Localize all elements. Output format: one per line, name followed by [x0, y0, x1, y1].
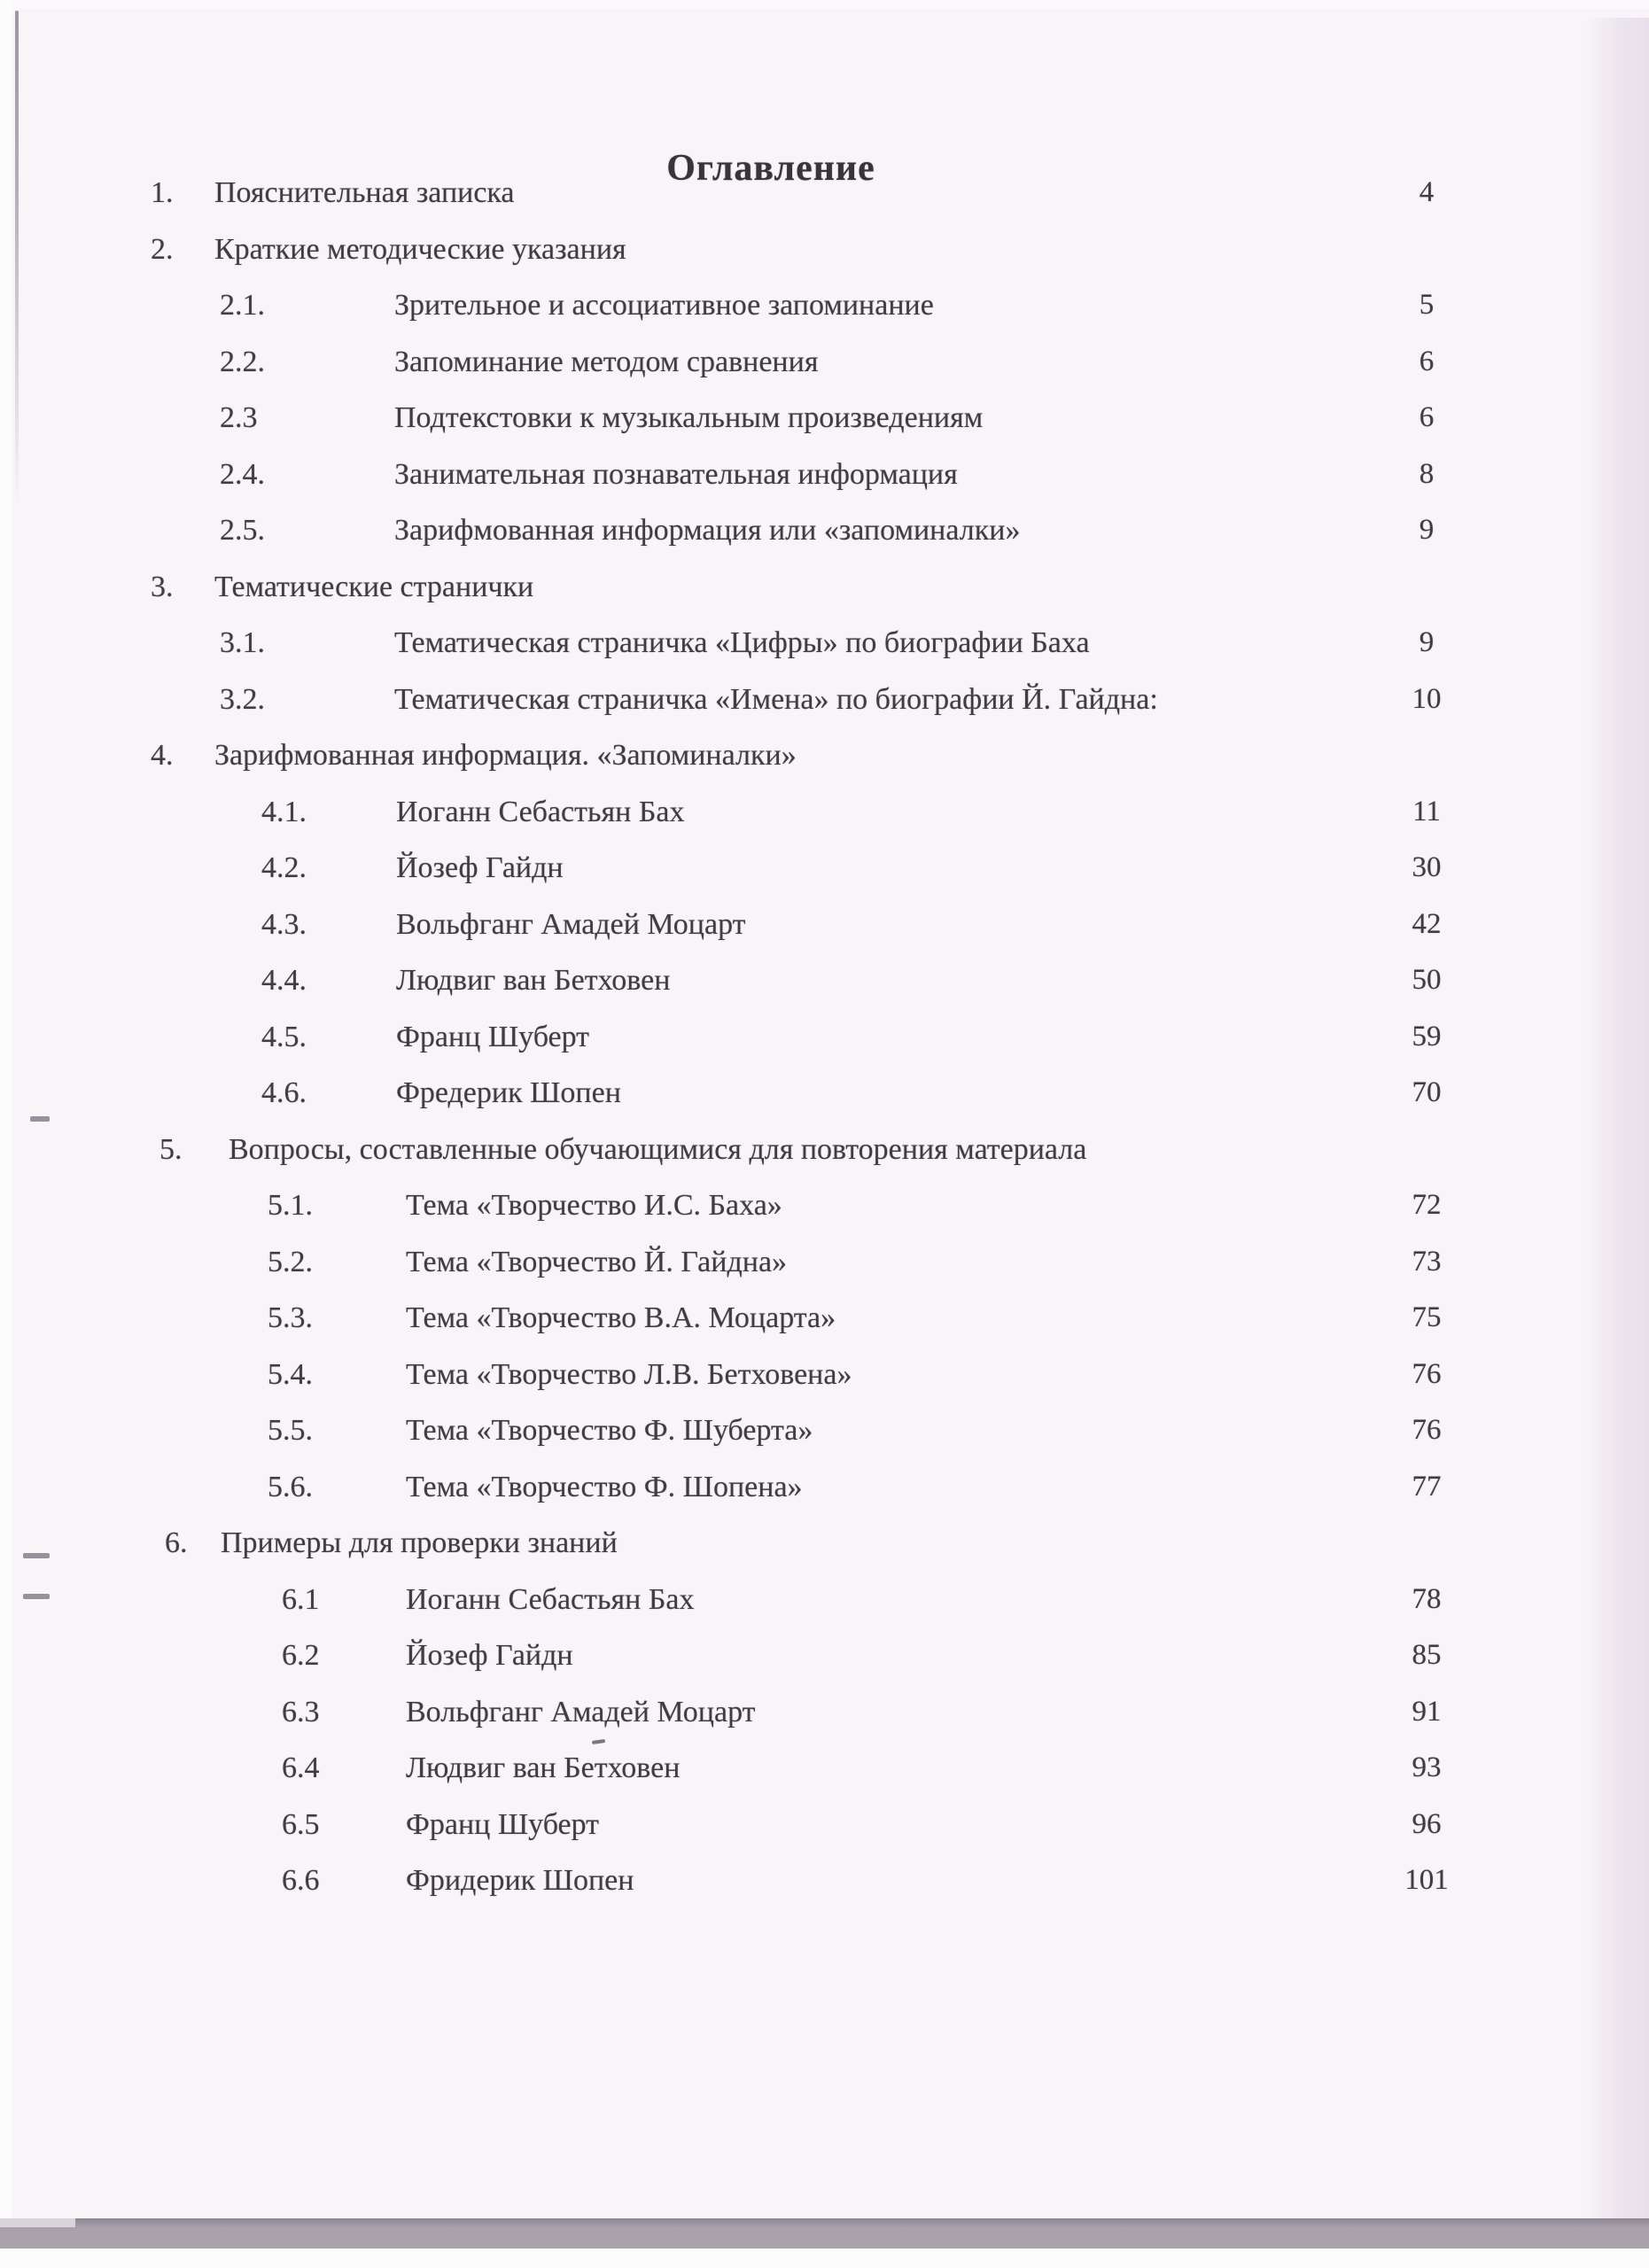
toc-entry-page: 73 — [1412, 1245, 1442, 1278]
toc-entry-label: Краткие методические указания — [214, 232, 626, 266]
toc-entry-page: 5 — [1419, 289, 1435, 321]
toc-entry-label: Тема «Творчество В.А. Моцарта» — [406, 1301, 836, 1334]
toc-row — [0, 966, 1649, 1022]
toc-entry-number: 4.6. — [261, 1076, 307, 1109]
toc-row — [0, 741, 1649, 797]
scan-bottom-edge-notch — [0, 2218, 75, 2227]
toc-entry-page: 6 — [1419, 401, 1435, 433]
toc-entry-label: Пояснительная записка — [214, 176, 515, 209]
scan-dash-artifact — [23, 1553, 50, 1558]
toc-entry-number: 6.4 — [282, 1751, 320, 1784]
page-title: Оглавление — [666, 148, 875, 190]
toc-row — [0, 1753, 1649, 1810]
toc-entry-page: 70 — [1412, 1076, 1442, 1108]
toc-entry-label: Вопросы, составленные обучающимися для повторения материала — [229, 1132, 1087, 1166]
toc-entry-page: 9 — [1419, 514, 1435, 546]
toc-entry-number: 4. — [151, 739, 174, 772]
toc-row — [0, 1078, 1649, 1135]
toc-entry-number: 6.3 — [282, 1695, 320, 1728]
toc-entry-number: 2.1. — [220, 289, 265, 322]
toc-entry-label: Занимательная познавательная информация — [394, 457, 958, 491]
toc-entry-label: Фредерик Шопен — [396, 1076, 621, 1109]
toc-row — [0, 1528, 1649, 1585]
toc-row — [0, 572, 1649, 629]
toc-entry-label: Тема «Творчество Й. Гайдна» — [406, 1245, 788, 1278]
toc-row — [0, 1357, 1649, 1417]
toc-entry-label: Тема «Творчество Ф. Шопена» — [406, 1470, 803, 1503]
toc-entry-number: 6.6 — [282, 1864, 320, 1897]
toc-entry-label: Вольфганг Амадей Моцарт — [396, 907, 746, 941]
toc-row — [0, 1303, 1649, 1360]
toc-entry-number: 3. — [151, 570, 174, 603]
toc-entry-number: 5.5. — [268, 1414, 313, 1447]
toc-entry-page: 10 — [1412, 682, 1442, 715]
toc-entry-number: 4.4. — [261, 964, 307, 997]
toc-entry-number: 5.6. — [268, 1470, 313, 1503]
toc-row — [0, 178, 1649, 235]
toc-entry-label: Зарифмованная информация или «запоминалки» — [394, 514, 1021, 547]
toc-row — [0, 1132, 1649, 1192]
toc-entry-number: 5.2. — [268, 1245, 313, 1278]
toc-row — [0, 1641, 1649, 1697]
scan-bottom-margin — [0, 2249, 1649, 2268]
toc-entry-number: 4.2. — [261, 851, 307, 884]
toc-entry-number: 2.4. — [220, 457, 265, 491]
toc-entry-page: 72 — [1412, 1189, 1442, 1221]
toc-entry-page: 78 — [1412, 1582, 1442, 1615]
toc-entry-label: Тематическая страничка «Цифры» по биографии Баха — [394, 626, 1090, 659]
toc-row — [0, 1022, 1649, 1079]
toc-row — [0, 457, 1649, 517]
toc-entry-page: 101 — [1404, 1864, 1449, 1896]
toc-entry-label: Фридерик Шопен — [406, 1864, 634, 1897]
toc-row — [0, 1247, 1649, 1304]
toc-entry-number: 2. — [151, 232, 174, 266]
scan-bottom-edge-band — [0, 2218, 1649, 2249]
toc-entry-label: Вольфганг Амадей Моцарт — [406, 1695, 756, 1728]
toc-entry-page: 93 — [1412, 1751, 1442, 1783]
toc-entry-label: Людвиг ван Бетховен — [406, 1751, 681, 1784]
toc-row — [0, 403, 1649, 460]
toc-row — [0, 347, 1649, 404]
toc-entry-label: Франц Шуберт — [396, 1020, 590, 1053]
toc-entry-number: 2.3 — [220, 401, 258, 434]
toc-entry-number: 5.1. — [268, 1189, 313, 1222]
toc-row — [0, 682, 1649, 742]
toc-entry-label: Людвиг ван Бетховен — [396, 964, 671, 997]
toc-entry-label: Тематическая страничка «Имена» по биографии Й. Гайдна: — [394, 682, 1158, 716]
toc-entry-page: 6 — [1419, 345, 1435, 377]
toc-entry-number: 2.5. — [220, 514, 265, 547]
toc-entry-number: 5.3. — [268, 1301, 313, 1334]
toc-entry-number: 4.1. — [261, 795, 307, 828]
scan-left-edge-line — [15, 11, 19, 507]
toc-row — [0, 1416, 1649, 1472]
toc-entry-page: 76 — [1412, 1414, 1442, 1446]
toc-entry-number: 4.3. — [261, 907, 307, 941]
toc-entry-label: Йозеф Гайдн — [396, 851, 564, 884]
toc-entry-page: 59 — [1412, 1020, 1442, 1052]
toc-entry-page: 50 — [1412, 964, 1442, 996]
toc-entry-number: 6.5 — [282, 1807, 320, 1841]
scan-dash-artifact — [30, 1116, 50, 1122]
toc-row — [0, 853, 1649, 910]
toc-entry-page: 75 — [1412, 1301, 1442, 1333]
toc-entry-label: Иоганн Себастьян Бах — [396, 795, 685, 828]
toc-row — [0, 291, 1649, 347]
toc-entry-number: 5. — [159, 1132, 183, 1166]
toc-entry-page: 85 — [1412, 1639, 1442, 1671]
toc-entry-number: 3.2. — [220, 682, 265, 716]
toc-entry-page: 77 — [1412, 1470, 1442, 1503]
toc-entry-label: Примеры для проверки знаний — [221, 1526, 618, 1559]
toc-entry-label: Зарифмованная информация. «Запоминалки» — [214, 739, 797, 772]
toc-row — [0, 1866, 1649, 1922]
toc-entry-page: 30 — [1412, 851, 1442, 883]
toc-row — [0, 516, 1649, 572]
toc-entry-label: Тема «Творчество Л.В. Бетховена» — [406, 1357, 852, 1391]
toc-entry-label: Тема «Творчество Ф. Шуберта» — [406, 1414, 813, 1447]
toc-entry-number: 1. — [151, 176, 174, 209]
toc-entry-number: 2.2. — [220, 345, 265, 378]
toc-entry-label: Запоминание методом сравнения — [394, 345, 819, 378]
toc-row — [0, 1582, 1649, 1642]
toc-row — [0, 797, 1649, 854]
toc-entry-number: 6.2 — [282, 1639, 320, 1672]
toc-entry-number: 4.5. — [261, 1020, 307, 1053]
toc-row — [0, 1191, 1649, 1247]
toc-entry-page: 76 — [1412, 1357, 1442, 1390]
toc-entry-number: 5.4. — [268, 1357, 313, 1391]
toc-entry-page: 91 — [1412, 1695, 1442, 1728]
toc-row — [0, 628, 1649, 685]
toc-entry-page: 9 — [1419, 626, 1435, 658]
toc-entry-label: Тема «Творчество И.С. Баха» — [406, 1189, 782, 1222]
toc-entry-label: Тематические странички — [214, 570, 534, 603]
toc-entry-page: 4 — [1419, 176, 1435, 208]
toc-entry-page: 11 — [1412, 795, 1441, 827]
toc-entry-label: Зрительное и ассоциативное запоминание — [394, 289, 934, 322]
toc-entry-number: 6.1 — [282, 1582, 320, 1616]
toc-row — [0, 1807, 1649, 1867]
scan-dash-artifact — [23, 1594, 50, 1599]
toc-entry-label: Йозеф Гайдн — [406, 1639, 573, 1672]
toc-entry-number: 6. — [165, 1526, 188, 1559]
toc-entry-number: 3.1. — [220, 626, 265, 659]
toc-row — [0, 1697, 1649, 1754]
toc-entry-label: Франц Шуберт — [406, 1807, 600, 1841]
toc-entry-page: 8 — [1419, 457, 1435, 490]
toc-entry-label: Иоганн Себастьян Бах — [406, 1582, 695, 1616]
toc-entry-label: Подтекстовки к музыкальным произведениям — [394, 401, 984, 434]
toc-row — [0, 907, 1649, 967]
toc-entry-page: 42 — [1412, 907, 1442, 940]
toc-row — [0, 1472, 1649, 1529]
toc-row — [0, 232, 1649, 291]
toc-entry-page: 96 — [1412, 1807, 1442, 1840]
